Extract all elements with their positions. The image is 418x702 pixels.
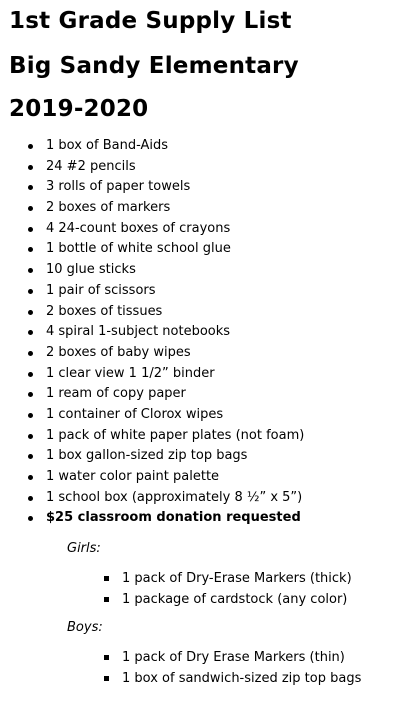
bullet-icon xyxy=(28,289,33,294)
bullet-icon xyxy=(28,227,33,232)
bullet-icon xyxy=(28,434,33,439)
list-item xyxy=(0,568,352,589)
list-item xyxy=(0,136,304,157)
square-bullet-icon xyxy=(104,576,109,581)
list-item xyxy=(0,302,304,323)
list-item-text: 3 rolls of paper towels xyxy=(46,179,191,195)
list-item-text: 1 bottle of white school glue xyxy=(46,241,231,257)
list-item-text: 2 boxes of tissues xyxy=(46,303,163,319)
list-item xyxy=(0,647,361,668)
boys-label: Boys: xyxy=(67,620,103,635)
list-item-text: 2 boxes of markers xyxy=(46,200,171,216)
list-item xyxy=(0,322,304,343)
bullet-icon xyxy=(28,268,33,273)
list-item xyxy=(0,177,304,198)
bullet-icon xyxy=(28,516,33,521)
list-item xyxy=(0,384,304,405)
bullet-icon xyxy=(28,144,33,149)
list-item xyxy=(0,488,304,509)
bullet-icon xyxy=(28,454,33,459)
supply-list xyxy=(0,136,304,529)
bullet-icon xyxy=(28,372,33,377)
bullet-icon xyxy=(28,475,33,480)
bullet-icon xyxy=(28,310,33,315)
school-name: Big Sandy Elementary xyxy=(9,53,299,79)
list-item-text: 1 pair of scissors xyxy=(46,282,156,298)
list-item-text: 2 boxes of baby wipes xyxy=(46,344,191,360)
square-bullet-icon xyxy=(104,676,109,681)
bullet-icon xyxy=(28,392,33,397)
list-item-text: 1 container of Clorox wipes xyxy=(46,406,224,422)
list-item xyxy=(0,343,304,364)
bullet-icon xyxy=(28,330,33,335)
school-year: 2019-2020 xyxy=(9,96,149,122)
square-bullet-icon xyxy=(104,597,109,602)
donation-item xyxy=(0,508,304,529)
list-item-text: 1 box of Band-Aids xyxy=(46,138,169,153)
list-item-text: 1 pack of Dry Erase Markers (thin) xyxy=(122,650,345,665)
list-item xyxy=(0,467,304,488)
bullet-icon xyxy=(28,351,33,356)
girls-supply-list xyxy=(0,568,352,610)
list-item xyxy=(0,260,304,281)
list-item xyxy=(0,668,361,689)
list-item xyxy=(0,405,304,426)
document-title: 1st Grade Supply List xyxy=(9,8,292,34)
list-item-text: 1 package of cardstock (any color) xyxy=(122,592,348,607)
bullet-icon xyxy=(28,496,33,501)
list-item-text: 1 water color paint palette xyxy=(46,469,220,484)
bullet-icon xyxy=(28,247,33,252)
list-item-text: 10 glue sticks xyxy=(46,262,136,278)
list-item-text: 4 24-count boxes of crayons xyxy=(46,220,231,236)
list-item-text: 1 pack of white paper plates (not foam) xyxy=(46,427,305,443)
girls-label: Girls: xyxy=(67,541,101,556)
list-item xyxy=(0,426,304,447)
list-item-text: 1 pack of Dry-Erase Markers (thick) xyxy=(122,571,352,586)
list-item-text: 4 spiral 1-subject notebooks xyxy=(46,324,231,340)
list-item xyxy=(0,157,304,178)
bullet-icon xyxy=(28,185,33,190)
list-item xyxy=(0,446,304,467)
square-bullet-icon xyxy=(104,655,109,660)
list-item xyxy=(0,364,304,385)
list-item-text: 24 #2 pencils xyxy=(46,158,136,174)
bullet-icon xyxy=(28,165,33,170)
bullet-icon xyxy=(28,413,33,418)
boys-supply-list xyxy=(0,647,361,689)
list-item-text: 1 ream of copy paper xyxy=(46,386,186,402)
list-item xyxy=(0,281,304,302)
donation-text: $25 classroom donation requested xyxy=(46,510,301,526)
bullet-icon xyxy=(28,206,33,211)
list-item-text: 1 clear view 1 1/2” binder xyxy=(46,365,215,381)
list-item xyxy=(0,219,304,240)
list-item xyxy=(0,589,352,610)
list-item xyxy=(0,239,304,260)
list-item-text: 1 school box (approximately 8 ½” x 5”) xyxy=(46,489,303,505)
list-item-text: 1 box of sandwich-sized zip top bags xyxy=(122,671,362,686)
list-item xyxy=(0,198,304,219)
list-item-text: 1 box gallon-sized zip top bags xyxy=(46,448,248,464)
